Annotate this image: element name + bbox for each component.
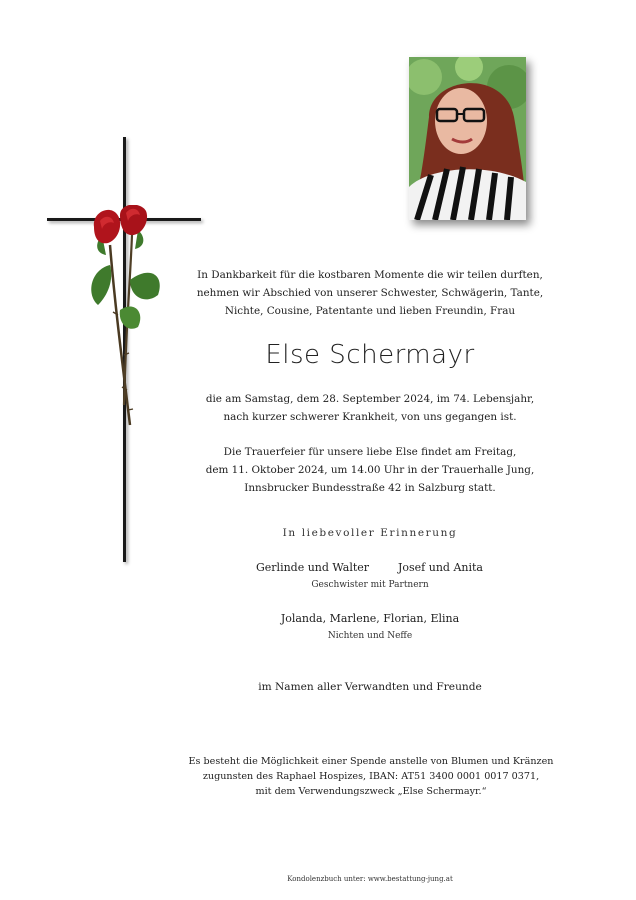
- death-notice: [180, 390, 560, 426]
- mourner-name: Gerlinde und Walter: [256, 561, 370, 574]
- nieces-caption: Nichten und Neffe: [327, 631, 413, 641]
- memory-heading: In liebevoller Erinnerung: [282, 527, 458, 539]
- intro-text: [180, 266, 560, 320]
- funeral-line: Die Trauerfeier für unsere liebe Else findet am Freitag,: [223, 446, 517, 458]
- funeral-line: Innsbrucker Bundesstraße 42 in Salzburg statt.: [244, 482, 496, 494]
- death-notice-line: nach kurzer schwerer Krankheit, von uns gegangen ist.: [223, 411, 517, 423]
- funeral-info: [180, 443, 560, 497]
- intro-line: nehmen wir Abschied von unserer Schwester, Schwägerin, Tante,: [196, 287, 544, 299]
- intro-line: In Dankbarkeit für die kostbaren Momente die wir teilen durften,: [197, 269, 543, 281]
- mourners-nieces: Jolanda, Marlene, Florian, Elina: [280, 612, 460, 625]
- mourners-siblings: [180, 561, 560, 579]
- donation-line: Es besteht die Möglichkeit einer Spende anstelle von Blumen und Kränzen: [188, 756, 554, 767]
- donation-info: [178, 754, 564, 799]
- funeral-line: dem 11. Oktober 2024, um 14.00 Uhr in der Trauerhalle Jung,: [205, 464, 535, 476]
- condolence-footer[interactable]: Kondolenzbuch unter: www.bestattung-jung.at: [287, 875, 453, 883]
- intro-line: Nichte, Cousine, Patentante und lieben Freundin, Frau: [224, 305, 516, 317]
- deceased-name: Else Schermayr: [265, 340, 475, 370]
- roses-icon: [80, 205, 170, 435]
- mourner-name: Josef und Anita: [398, 561, 483, 574]
- siblings-caption: Geschwister mit Partnern: [311, 580, 429, 590]
- donation-line: mit dem Verwendungszweck „Else Schermayr.“: [255, 786, 487, 797]
- portrait-photo: [409, 57, 526, 220]
- relatives-line: im Namen aller Verwandten und Freunde: [258, 681, 482, 693]
- donation-line: zugunsten des Raphael Hospizes, IBAN: AT51 3400 0001 0017 0371,: [202, 771, 540, 782]
- death-notice-line: die am Samstag, dem 28. September 2024, im 74. Lebensjahr,: [205, 393, 535, 405]
